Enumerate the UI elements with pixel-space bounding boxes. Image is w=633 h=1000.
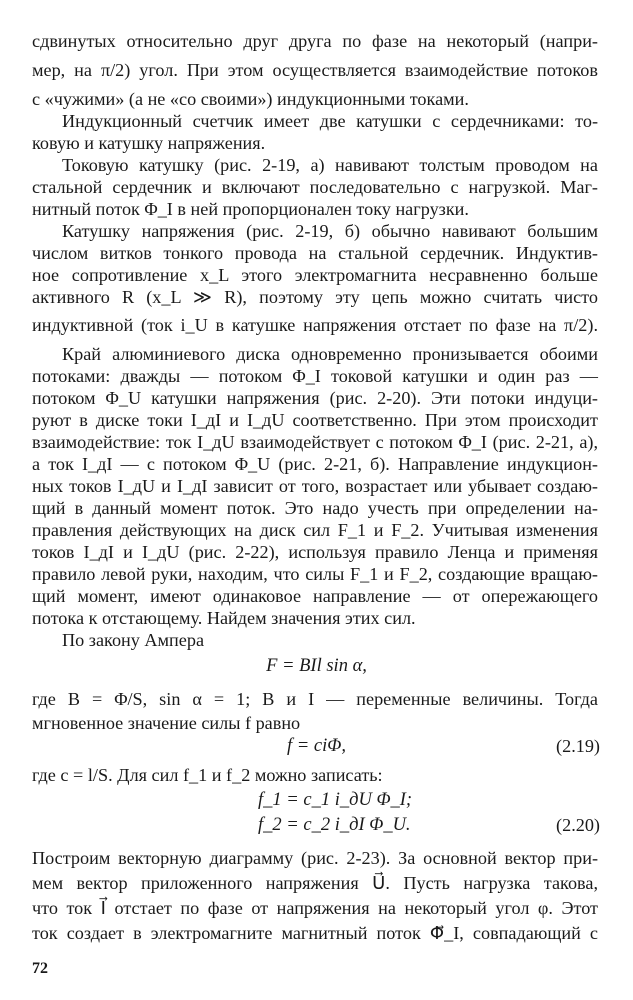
text-line-22: правления действующих на диск сил F_1 и F_2. Учитывая изменения (32, 520, 598, 540)
text-line-23: токов I_дI и I_дU (рис. 2-22), используя правило Ленца и применяя (32, 542, 598, 562)
text-line-5: ковую и катушку напряжения. (32, 133, 266, 153)
text-line-11: ное сопротивление x_L этого электромагнита несравненно больше (32, 265, 598, 285)
text-line-10: числом витков тонкого провода на стальной сердечник. Индуктив- (32, 243, 598, 263)
text-line-9: Катушку напряжения (рис. 2-19, б) обычно навивают большим (62, 221, 598, 241)
text-line-30: где c = l/S. Для сил f_1 и f_2 можно записать: (32, 765, 383, 785)
text-line-17: руют в диске токи I_дI и I_дU соответственно. При этом происходит (32, 410, 598, 430)
text-line-29: мгновенное значение силы f равно (32, 713, 301, 733)
text-line-33: что ток I⃗ отстает по фазе от напряжения на некоторый угол φ. Этот (32, 898, 598, 918)
text-line-24: правило левой руки, находим, что силы F_1 и F_2, создающие вращаю- (32, 564, 598, 584)
text-line-1: сдвинутых относительно друг друга по фазе на некоторый (напри- (32, 31, 598, 51)
text-line-32: мем вектор приложенного напряжения U⃗. Пусть нагрузка такова, (32, 873, 598, 893)
text-line-26: потока к отстающему. Найдем значения этих сил. (32, 608, 416, 628)
formula-f2: f_2 = c_2 i_дI Φ_U. (258, 815, 411, 835)
text-line-14: Край алюминиевого диска одновременно пронизывается обоими (62, 344, 598, 364)
formula-ampere: F = BIl sin α, (266, 656, 367, 676)
text-line-8: нитный поток Φ_I в ней пропорционален току нагрузки. (32, 199, 469, 219)
equation-number-2-20: (2.20) (556, 815, 600, 835)
text-line-2: мер, на π/2) угол. При этом осуществляется взаимодействие потоков (32, 60, 598, 80)
text-line-12: активного R (x_L ≫ R), поэтому эту цепь можно считать чисто (32, 287, 598, 307)
text-line-16: потоком Φ_U катушки напряжения (рис. 2-20). Эти потоки индуци- (32, 388, 598, 408)
text-line-4: Индукционный счетчик имеет две катушки с сердечниками: то- (62, 111, 598, 131)
formula-2-19: f = ciΦ, (287, 736, 346, 756)
text-line-20: ных токов I_дU и I_дI зависит от того, возрастает или убывает создаю- (32, 476, 598, 496)
text-line-13: индуктивной (ток i_U в катушке напряжения отстает по фазе на π/2). (32, 315, 598, 335)
text-line-31: Построим векторную диаграмму (рис. 2-23). За основной вектор при- (32, 848, 598, 868)
text-line-25: щий момент, имеют одинаковое направление — от опережающего (32, 586, 598, 606)
text-line-18: взаимодействие: ток I_дU взаимодействует с потоком Φ_I (рис. 2-21, а), (32, 432, 598, 452)
text-line-3: с «чужими» (а не «со своими») индукционными токами. (32, 89, 469, 109)
formula-f1: f_1 = c_1 i_дU Φ_I; (258, 790, 413, 810)
text-line-19: а ток I_дI — с потоком Φ_U (рис. 2-21, б). Направление индукцион- (32, 454, 598, 474)
text-line-7: стальной сердечник и включают последовательно с нагрузкой. Маг- (32, 177, 598, 197)
page-number: 72 (32, 960, 48, 977)
text-line-28: где B = Φ/S, sin α = 1; B и I — переменные величины. Тогда (32, 689, 598, 709)
equation-number-2-19: (2.19) (556, 736, 600, 756)
text-line-34: ток создает в электромагните магнитный поток Φ⃗_I, совпадающий с (32, 923, 598, 943)
text-line-6: Токовую катушку (рис. 2-19, а) навивают толстым проводом на (62, 155, 598, 175)
text-line-15: потоками: дважды — потоком Φ_I токовой катушки и один раз — (32, 366, 598, 386)
text-line-21: щий в данный момент поток. Это надо учесть при определении на- (32, 498, 598, 518)
text-line-27: По закону Ампера (62, 630, 205, 650)
